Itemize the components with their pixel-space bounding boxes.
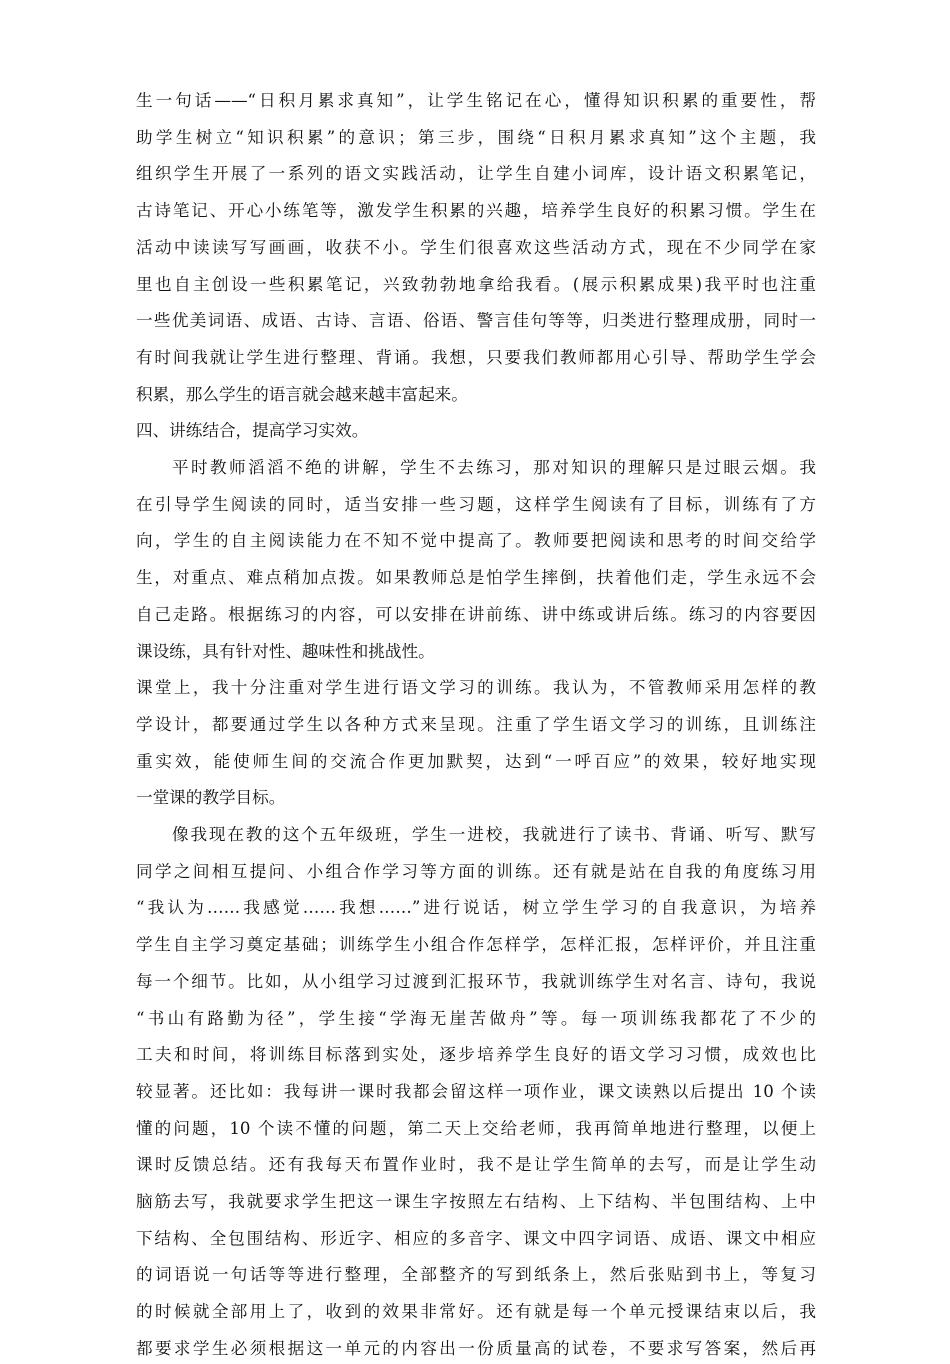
text-line: 一堂课的教学目标。 [136,788,286,808]
text-line: “书山有路勤为径”，学生接“学海无崖苦做舟”等。每一项训练我都花了不少的 [136,1008,816,1028]
text-line: “我认为……我感觉……我想……”进行说话，树立学生学习的自我意识，为培养 [136,898,816,918]
text-line: 课设练，具有针对性、趣味性和挑战性。 [136,641,435,661]
text-line: 学生自主学习奠定基础；训练学生小组合作怎样学，怎样汇报，怎样评价，并且注重 [136,935,816,955]
text-line: 课堂上，我十分注重对学生进行语文学习的训练。我认为，不管教师采用怎样的教 [136,678,816,698]
text-line: 生，对重点、难点稍加点拨。如果教师总是怕学生摔倒，扶着他们走，学生永远不会 [136,568,816,588]
text-line: 助学生树立“知识积累”的意识；第三步，围绕“日积月累求真知”这个主题，我 [136,127,816,147]
text-line: 重实效，能使师生间的交流合作更加默契，达到“一呼百应”的效果，较好地实现 [136,751,816,771]
text-line: 自己走路。根据练习的内容，可以安排在讲前练、讲中练或讲后练。练习的内容要因 [136,604,816,624]
text-line: 较显著。还比如：我每讲一课时我都会留这样一项作业，课文读熟以后提出 10 个读 [136,1081,816,1101]
text-line: 像我现在教的这个五年级班，学生一进校，我就进行了读书、背诵、听写、默写 [172,825,816,844]
text-line: 在引导学生阅读的同时，适当安排一些习题，这样学生阅读有了目标，训练有了方 [136,494,816,514]
text-line: 懂的问题，10 个读不懂的问题，第二天上交给老师，我再简单地进行整理，以便上 [136,1118,816,1138]
text-line: 四、讲练结合，提高学习实效。 [136,421,369,441]
text-line: 课时反馈总结。还有我每天布置作业时，我不是让学生简单的去写，而是让学生动 [136,1155,816,1175]
text-line: 活动中读读写写画画，收获不小。学生们很喜欢这些活动方式，现在不少同学在家 [136,237,816,257]
text-line: 里也自主创设一些积累笔记，兴致勃勃地拿给我看。(展示积累成果)我平时也注重 [136,274,816,294]
text-line: 学设计，都要通过学生以各种方式来呈现。注重了学生语文学习的训练，且训练注 [136,714,816,734]
text-line: 的时候就全部用上了，收到的效果非常好。还有就是每一个单元授课结束以后，我 [136,1302,816,1322]
text-line: 工夫和时间，将训练目标落到实处，逐步培养学生良好的语文学习习惯，成效也比 [136,1045,816,1065]
text-line: 组织学生开展了一系列的语文实践活动，让学生自建小词库，设计语文积累笔记， [136,164,816,184]
text-line: 平时教师滔滔不绝的讲解，学生不去练习，那对知识的理解只是过眼云烟。我 [172,458,816,477]
text-line: 生一句话——“日积月累求真知”，让学生铭记在心，懂得知识积累的重要性，帮 [136,91,816,110]
text-line: 同学之间相互提问、小组合作学习等方面的训练。还有就是站在自我的角度练习用 [136,861,816,881]
text-line: 一些优美词语、成语、古诗、言语、俗语、警言佳句等等，归类进行整理成册，同时一 [136,311,816,331]
text-line: 向，学生的自主阅读能力在不知不觉中提高了。教师要把阅读和思考的时间交给学 [136,531,816,551]
text-line: 有时间我就让学生进行整理、背诵。我想，只要我们教师都用心引导、帮助学生学会 [136,347,816,367]
text-line: 都要求学生必须根据这一单元的内容出一份质量高的试卷，不要求写答案，然后再 [136,1338,816,1358]
text-line: 脑筋去写，我就要求学生把这一课生字按照左右结构、上下结构、半包围结构、上中 [136,1192,816,1211]
text-line: 积累，那么学生的语言就会越来越丰富起来。 [136,384,468,404]
text-line: 每一个细节。比如，从小组学习过渡到汇报环节，我就训练学生对名言、诗句，我说 [136,971,816,991]
text-line: 下结构、全包围结构、形近字、相应的多音字、课文中四字词语、成语、课文中相应 [136,1228,816,1248]
text-line: 的词语说一句话等等进行整理，全部整齐的写到纸条上，然后张贴到书上，等复习 [136,1265,816,1285]
text-line: 古诗笔记、开心小练笔等，激发学生积累的兴趣，培养学生良好的积累习惯。学生在 [136,201,816,221]
